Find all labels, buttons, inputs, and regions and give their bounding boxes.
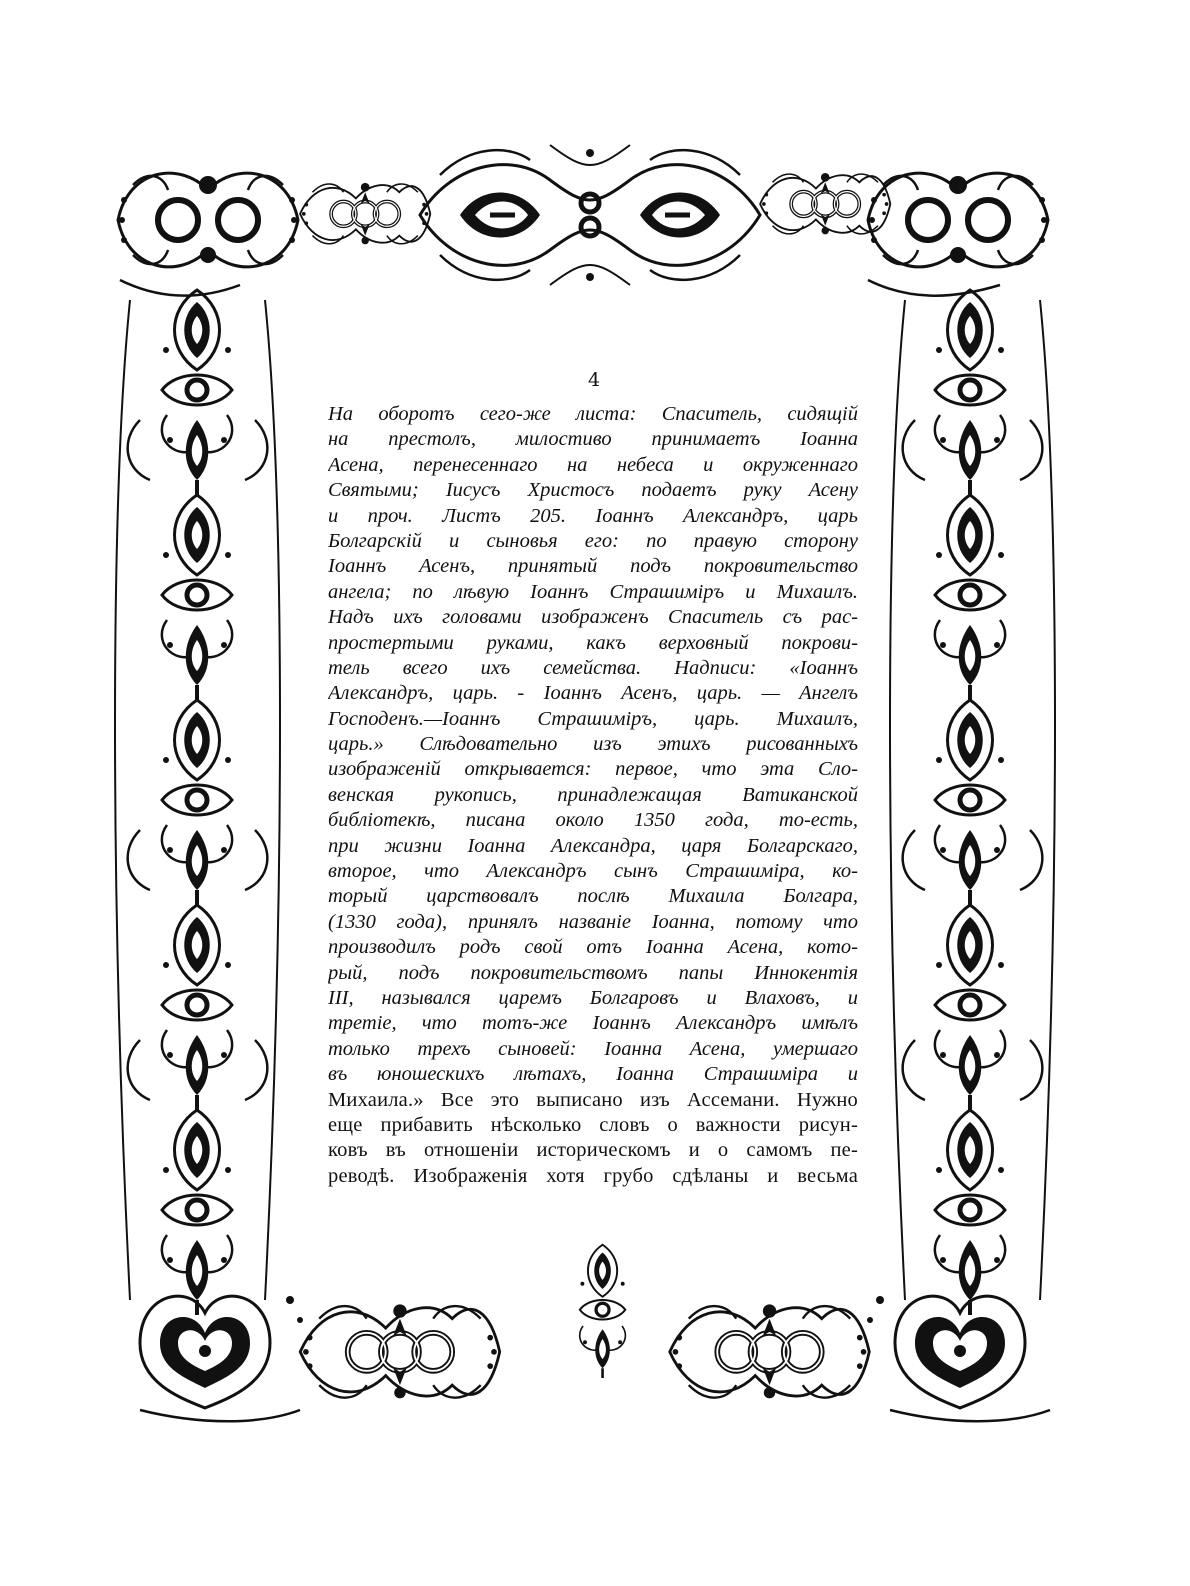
text-line: рый, подъ покровительствомъ папы Иннокентія (328, 961, 858, 984)
text-line: третіе, что тотъ-же Іоаннъ Александръ имѣлъ (328, 1012, 858, 1035)
text-line: Михаила.» Все это выписано изъ Ассемани. Нужно (328, 1088, 858, 1111)
right-border-ornament (890, 290, 1055, 1315)
top-border-ornament (118, 145, 1048, 296)
text-line: производилъ родъ свой отъ Іоанна Асена, кото- (328, 936, 858, 959)
text-line: второе, что Александръ сынъ Страшиміра, ко- (328, 860, 858, 883)
text-line: Асена, перенесеннаго на небеса и окруженнаго (328, 453, 858, 476)
text-line: на престолъ, милостиво принимаетъ Іоанна (328, 428, 858, 451)
text-line: Святыми; Іисусъ Христосъ подаетъ руку Асену (328, 479, 858, 502)
text-line: ангела; по лѣвую Іоаннъ Страшиміръ и Михаилъ. (328, 580, 858, 603)
body-text (328, 402, 858, 1189)
text-line: въ юношескихъ лѣтахъ, Іоанна Страшиміра и (328, 1063, 858, 1086)
text-line: ковъ въ отношеніи историческомъ и о самомъ пе- (328, 1139, 858, 1162)
text-line: (1330 года), принялъ названіе Іоанна, потому что (328, 910, 858, 933)
text-line: III, назывался царемъ Болгаровъ и Влаховъ, и (328, 986, 858, 1009)
text-line: реводѣ. Изображенія хотя грубо сдѣланы и весьма (328, 1164, 858, 1187)
text-line: и проч. Листъ 205. Іоаннъ Александръ, царь (328, 504, 858, 527)
text-line: На оборотъ сего-же листа: Спаситель, сидящій (328, 403, 858, 425)
text-line: изображеній открывается: первое, что эта Сло- (328, 758, 858, 781)
text-line: венская рукопись, принадлежащая Ватиканской (328, 783, 858, 806)
bottom-border-ornament (140, 1245, 1050, 1421)
text-line: Господенъ.—Іоаннъ Страшиміръ, царь. Михаилъ, (328, 707, 858, 730)
text-line: Іоаннъ Асенъ, принятый подъ покровительство (328, 555, 858, 578)
page-number: 4 (587, 369, 601, 391)
text-line: при жизни Іоанна Александра, царя Болгарскаго, (328, 834, 858, 857)
text-line: царь.» Слѣдовательно изъ этихъ рисованныхъ (328, 733, 858, 756)
text-line: тель всего ихъ семейства. Надписи: «Іоаннъ (328, 656, 858, 679)
text-line: только трехъ сыновей: Іоанна Асена, умершаго (328, 1037, 858, 1060)
text-line: библіотекѣ, писана около 1350 года, то-есть, (328, 809, 858, 832)
text-line: торый царствовалъ послѣ Михаила Болгара, (328, 885, 858, 908)
text-line: Александръ, царь. - Іоаннъ Асенъ, царь. — Ангелъ (328, 682, 858, 705)
text-line: Болгарскій и сыновья его: по правую сторону (328, 529, 858, 552)
text-line: Надъ ихъ головами изображенъ Спаситель съ рас- (328, 606, 858, 629)
text-line: простертыми руками, какъ верховный покрови- (328, 631, 858, 654)
left-border-ornament (115, 290, 280, 1315)
text-line: еще прибавить нѣсколько словъ о важности рисун- (328, 1113, 858, 1136)
